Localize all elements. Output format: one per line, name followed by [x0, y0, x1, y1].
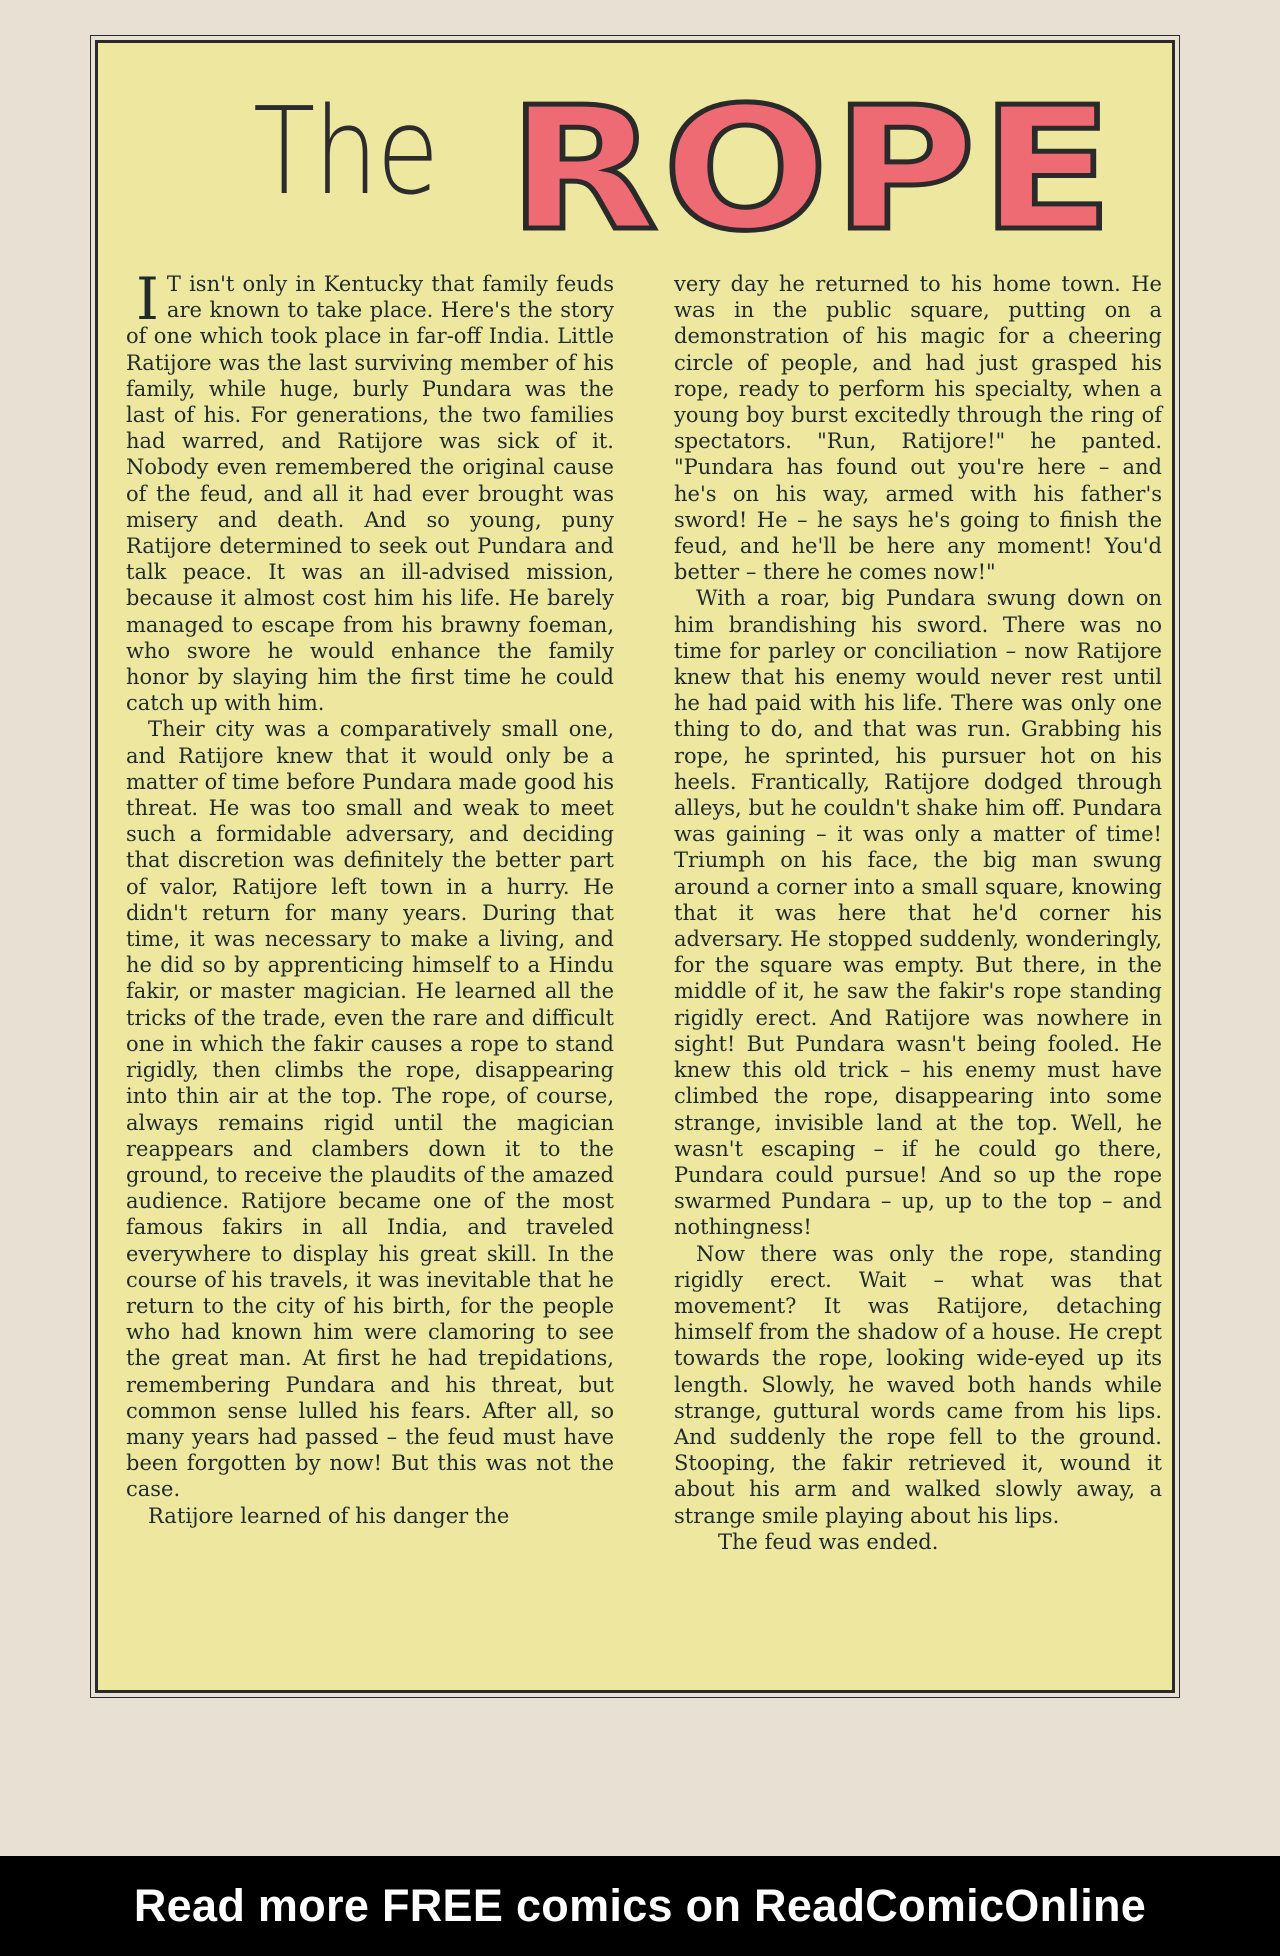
story-title — [98, 43, 1172, 273]
drop-cap: I — [136, 265, 159, 333]
story-body — [126, 265, 1162, 1671]
paragraph-6: Now there was only the rope, standing rigidly erect. Wait – what was that movement? It was Ratijore, detaching himself from the shadow of a house. He crept towards the rope, looking wide-eyed up its length. Slowly, he waved both hands while strange, guttural words came from his lips. And suddenly the rope fell to the ground. Stooping, the fakir retrieved it, wound it about his arm and walked slowly away, a strange smile playing about his lips. — [674, 1241, 1162, 1528]
promo-banner[interactable] — [0, 1856, 1280, 1956]
paragraph-ending: The feud was ended. — [718, 1529, 939, 1554]
paragraph-3: Ratijore learned of his danger the — [148, 1503, 510, 1528]
paragraph-4: very day he returned to his home town. He was in the public square, putting on a demonstration of his magic for a cheering circle of people, and had just grasped his rope, ready to perform his specialty, when a young boy burst excitedly through the ring of spectators. "Run, Ratijore!" he panted. "Pundara has found out you're here – and he's on his way, armed with his father's sword! He – he says he's going to finish the feud, and he'll be here any moment! You'd better – there he comes now!" — [674, 272, 1162, 585]
text-panel — [95, 40, 1175, 1693]
paragraph-1: I T isn't only in Kentucky that family feuds are known to take place. Here's the story of one which took place in far-off India. Little Ratijore was the last surviving member of his family, while huge, burly Pundara was the last of his. For generations, the two families had warred, and Ratijore was sick of it. Nobody even remembered the original cause of the feud, and all it had ever brought was misery and death. And so young, puny Ratijore determined to seek out Pundara and talk peace. It was an ill-advised mission, because it almost cost him his life. He barely managed to escape from his brawny foeman, who swore he would enhance the family honor by slaying him the first time he could catch up with him. — [126, 265, 614, 716]
title-the: The — [253, 83, 438, 222]
left-column — [126, 265, 614, 1529]
paragraph-2: Their city was a comparatively small one, and Ratijore knew that it would only be a matter of time before Pundara made good his threat. He was too small and weak to meet such a formidable adversary, and deciding that discretion was definitely the better part of valor, Ratijore left town in a hurry. He didn't return for many years. During that time, it was necessary to make a living, and he did so by apprenticing himself to a Hindu fakir, or master magician. He learned all the tricks of the trade, even the rare and difficult one in which the fakir causes a rope to stand rigidly, then climbs the rope, disappearing into thin air at the top. The rope, of course, always remains rigid until the magician reappears and clambers down it to the ground, to receive the plaudits of the amazed audience. Ratijore became one of the most famous fakirs in all India, and traveled everywhere to display his great skill. In the course of his travels, it was inevitable that he return to the city of his birth, for the people who had known him were clamoring to see the great man. At first he had trepidations, remembering Pundara and his threat, but common sense lulled his fears. After all, so many years had passed – the feud must have been forgotten by now! But this was not the case. — [126, 717, 614, 1502]
right-column — [674, 271, 1162, 1555]
promo-text[interactable]: Read more FREE comics on ReadComicOnline — [133, 1880, 1147, 1931]
title-rope-text: ROPE — [508, 73, 1118, 263]
paragraph-5: With a roar, big Pundara swung down on him brandishing his sword. There was no time for parley or conciliation – now Ratijore knew that his enemy would never rest until he had paid with his life. There was only one thing to do, and that was run. Grabbing his rope, he sprinted, his pursuer hot on his heels. Frantically, Ratijore dodged through alleys, but he couldn't shake him off. Pundara was gaining – it was only a matter of time! Triumph on his face, the big man swung around a corner into a small square, knowing that it was here that he'd corner his adversary. He stopped suddenly, wonderingly, for the square was empty. But there, in the middle of it, he saw the fakir's rope standing rigidly erect. And Ratijore was nowhere in sight! But Pundara wasn't being fooled. He knew this old trick – his enemy must have climbed the rope, disappearing into some strange, invisible land at the top. Well, he wasn't escaping – if he could go there, Pundara could pursue! And so up the rope swarmed Pundara – up, up to the top – and nothingness! — [674, 586, 1162, 1240]
title-rope-logo — [498, 73, 1128, 263]
